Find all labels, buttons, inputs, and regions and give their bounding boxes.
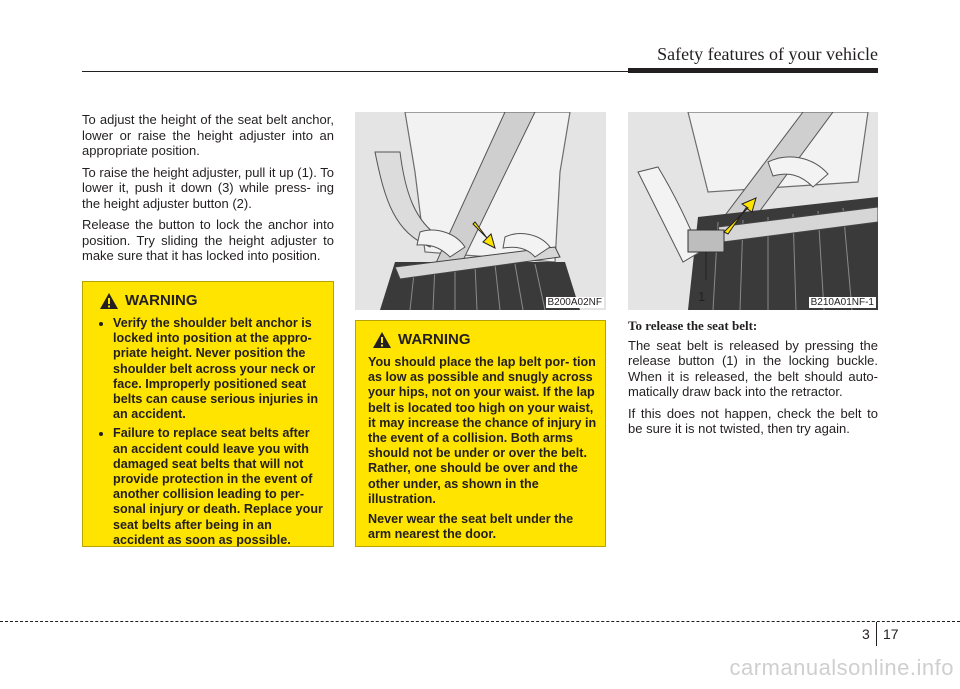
- figure-code: B200A02NF: [547, 297, 602, 308]
- warning-box-shoulder-belt: [82, 281, 334, 547]
- warning-triangle-icon: [372, 331, 392, 349]
- warning-box-lap-belt: [355, 320, 606, 547]
- warning-triangle-icon: [99, 292, 119, 310]
- paragraph: To raise the height adjuster, pull it up (1). To lower it, push it down (3) while press- ing the height adjuster button (2).: [82, 164, 334, 211]
- warning-heading: [91, 292, 325, 310]
- left-column-text: [82, 112, 334, 270]
- seated-person-belt-icon: [355, 112, 606, 310]
- figure-callout-number: 1: [698, 289, 706, 304]
- warning-item: • Failure to replace seat belts after an accident could leave you with damaged seat belts that will not provide protection in the event of another collision leading to per- sonal injury or death. Replace your seat belts after being in an accident as soon as possible.: [113, 426, 325, 548]
- section-subheading: To release the seat belt:: [628, 318, 758, 333]
- right-column-text: [628, 318, 878, 443]
- buckle-release-illustration: [628, 112, 878, 310]
- warning-item: • Verify the shoulder belt anchor is locked into position at the appro- priate height. Never position the shoulder belt across your neck or face. Improperly positioned seat belts can cause serious injuries in an accident.: [113, 316, 325, 422]
- footer-divider: [0, 621, 960, 622]
- page-number-separator: [876, 622, 877, 646]
- header-accent-bar: [628, 68, 878, 73]
- chapter-number: 3: [862, 626, 870, 642]
- lap-belt-illustration: [355, 112, 606, 310]
- warning-paragraph: Never wear the seat belt under the arm nearest the door.: [368, 512, 574, 542]
- paragraph: To adjust the height of the seat belt anchor, lower or raise the height adjuster into an appropriate position.: [82, 112, 334, 158]
- paragraph: Release the button to lock the anchor into position. Try sliding the height adjuster to make sure that it has locked into position.: [82, 217, 334, 263]
- warning-list: [91, 316, 325, 548]
- paragraph: The seat belt is released by pressing the release button (1) in the locking buckle. When it is released, the belt should auto- matically draw back into the retractor.: [628, 337, 878, 399]
- warning-title: WARNING: [398, 331, 471, 349]
- buckle-release-icon: [628, 112, 878, 310]
- page-header-title: Safety features of your vehicle: [657, 44, 878, 64]
- paragraph: If this does not happen, check the belt to be sure it is not twisted, then try again.: [628, 405, 878, 436]
- warning-heading: [364, 331, 597, 349]
- figure-code: B210A01NF-1: [810, 297, 874, 308]
- watermark: carmanualsonline.info: [729, 655, 954, 680]
- page-number: 17: [883, 626, 899, 642]
- warning-paragraph: You should place the lap belt por- tion as low as possible and snugly across your hips, not on your waist. If the lap belt is located too high on your waist, it may increase the chance of injury in the event of a collision. Both arms should not be under or over the belt. Rather, one should be over and the other under, as shown in the illustration.: [368, 355, 597, 506]
- warning-title: WARNING: [125, 292, 198, 310]
